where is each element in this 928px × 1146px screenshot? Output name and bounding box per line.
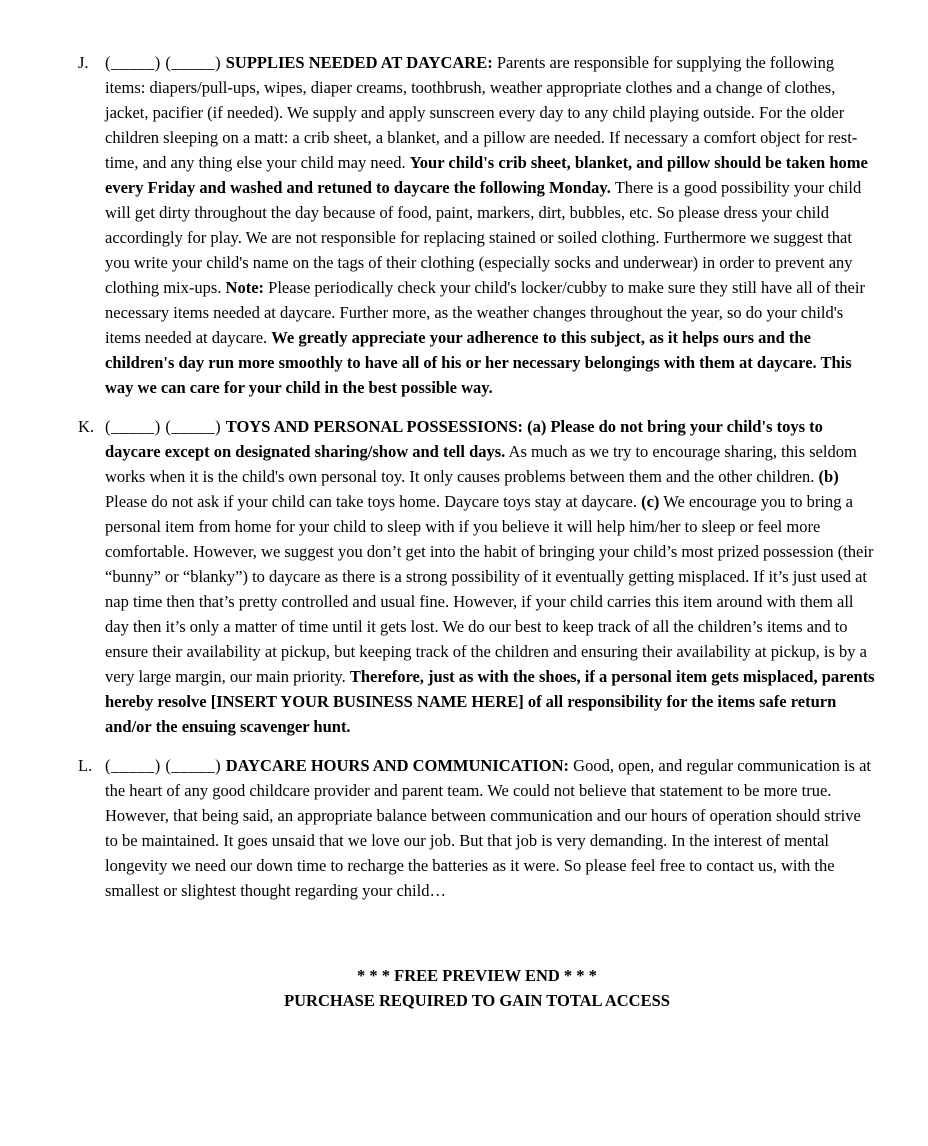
section-k-text-1: As much as we try to encourage sharing, this seldom works when it is the child's own personal toy. It only causes problems between them and the other children.: [105, 442, 857, 486]
section-k-initial-blanks: (_____) (_____): [105, 417, 226, 436]
section-j-bold-closing: We greatly appreciate your adherence to this subject, as it helps ours and the children's day run more smoothly to have all of his or her necessary belongings with them at daycare. This way we can care for your child in the best possible way.: [105, 328, 852, 397]
section-l-text-1: Good, open, and regular communication is at the heart of any good childcare provider and parent team. We could not believe that statement to be more true. However, that being said, an appropriate balance between communication and our hours of operation should strive to be maintained. It goes unsaid that we love our job. But that job is very demanding. In the interest of mental longevity we need our down time to recharge the batteries as it were. So please feel free to contact us, with the smallest or slightest thought regarding your child…: [105, 756, 872, 900]
section-k-paragraph: [105, 414, 876, 739]
purchase-required-text: PURCHASE REQUIRED TO GAIN TOTAL ACCESS: [284, 991, 670, 1010]
section-k-label: K.: [78, 417, 95, 436]
section-l-heading: DAYCARE HOURS AND COMMUNICATION:: [225, 756, 570, 775]
section-j-note-label: Note:: [225, 278, 265, 297]
section-k-text-2: Please do not ask if your child can take toys home. Daycare toys stay at daycare.: [105, 492, 642, 511]
free-preview-end-text: * * * FREE PREVIEW END * * *: [357, 966, 597, 985]
section-l-paragraph: [105, 753, 876, 903]
section-k-text-3: We encourage you to bring a personal item from home for your child to sleep with if you believe it will help him/her to sleep or feel more comfortable. However, we suggest you don’t get into the habit of bringing your child’s most prized possession (their “bunny” or “blanky”) to daycare as there is a strong possibility of it eventually getting misplaced. If it’s just used at nap time then that’s pretty controlled and usual fine. However, if your child carries this item around with them all day then it’s only a matter of time until it gets lost. We do our best to keep track of all the children’s items and to ensure their availability at pickup, but keeping track of the children and ensuring their availability at pickup, is by a very large margin, our main priority.: [105, 492, 874, 686]
section-k-item-b-label: (b): [818, 467, 839, 486]
section-j-heading: SUPPLIES NEEDED AT DAYCARE:: [225, 53, 493, 72]
section-l: [78, 753, 876, 903]
section-j-paragraph: [105, 50, 876, 400]
section-j-initial-blanks: (_____) (_____): [105, 53, 226, 72]
section-k: [78, 414, 876, 739]
section-l-initial-blanks: (_____) (_____): [105, 756, 226, 775]
section-j: [78, 50, 876, 400]
section-k-heading: TOYS AND PERSONAL POSSESSIONS: (a) Please do not bring your child's toys to daycare except on designated sharing/show and tell days.: [105, 417, 823, 461]
section-l-label: L.: [78, 756, 93, 775]
preview-footer: [78, 963, 876, 1013]
section-j-label: J.: [78, 53, 89, 72]
section-k-item-c-label: (c): [641, 492, 660, 511]
section-k-bold-closing: Therefore, just as with the shoes, if a personal item gets misplaced, parents hereby resolve [INSERT YOUR BUSINESS NAME HERE] of all responsibility for the items safe return and/or the ensuing scavenger hunt.: [105, 667, 875, 736]
section-j-text-2: There is a good possibility your child will get dirty throughout the day because of food, paint, markers, dirt, bubbles, etc. So please dress your child accordingly for play. We are not responsible for replacing stained or soiled clothing. Furthermore we suggest that you write your child's name on the tags of their clothing (especially socks and underwear) in order to prevent any clothing mix-ups.: [105, 178, 862, 297]
section-j-text-1: Parents are responsible for supplying the following items: diapers/pull-ups, wipes, diaper creams, toothbrush, weather appropriate clothes and a change of clothes, jacket, pacifier (if needed). We supply and apply sunscreen every day to any child playing outside. For the older children sleeping on a matt: a crib sheet, a blanket, and a pillow are needed. If necessary a comfort object for rest-time, and any thing else your child may need.: [105, 53, 858, 172]
section-j-bold-crib-sheet: Your child's crib sheet, blanket, and pillow should be taken home every Friday and washed and retuned to daycare the following Monday.: [105, 153, 868, 197]
section-j-text-3: Please periodically check your child's locker/cubby to make sure they still have all of their necessary items needed at daycare. Further more, as the weather changes throughout the year, so do your child's items needed at daycare.: [105, 278, 865, 347]
